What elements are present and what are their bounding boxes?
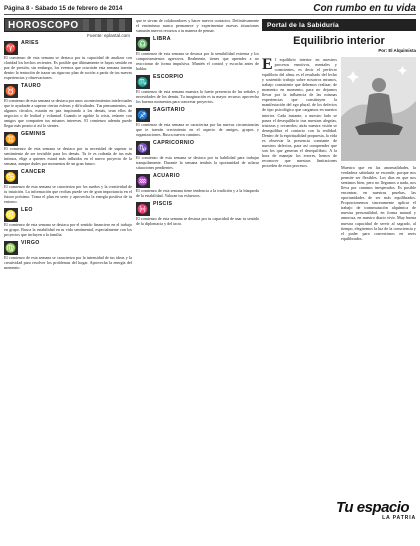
article-body bbox=[262, 57, 416, 241]
sign-text: El comienzo de esta semana se destaca por tu habilidad para trabajar tranquilamente. Durante la semana tendrás la oportunidad de aclarar situaciones pendientes. bbox=[136, 155, 259, 170]
meditation-illustration bbox=[341, 57, 416, 161]
horoscope-sign bbox=[136, 201, 259, 226]
sign-header bbox=[136, 36, 259, 51]
pisces-icon: ♓ bbox=[137, 204, 149, 214]
illustration-art bbox=[341, 57, 416, 161]
sign-header bbox=[136, 140, 259, 155]
sign-text: El comienzo de esta semana se caracteriza por las nuevas circunstancias que te traerán crecimiento en el aspecto de amigos, grupos y organizaciones. Busca nuevos caminos. bbox=[136, 122, 259, 137]
taurus-icon: ♉ bbox=[5, 86, 17, 96]
sign-header bbox=[4, 240, 132, 255]
page-label: Página 8 - Sábado 15 de febrero de 2014 bbox=[4, 4, 123, 12]
sign-header bbox=[4, 131, 132, 146]
sign-text: El comienzo de esta semana se destaca por unos acontecimientos intelectuales que te ayudarán a superar ciertas esferas y dificultades. Tus pensamientos, un algunos círculos, estarán en paz inspirando a los demás, sean ellos de negocios o de lealtad y voluntad. Cuando te agobie la crisis, reúnete con amigos que comparten tus mismos intereses. El comienzo además puede llegar más pronto si así lo sientes. bbox=[4, 98, 132, 128]
horoscope-title: HOROSCOPO bbox=[8, 19, 79, 31]
sign-name: ARIES bbox=[21, 40, 39, 46]
horoscope-source: Fuente: eplantal.com bbox=[87, 33, 130, 38]
capricorn-icon: ♑ bbox=[137, 143, 149, 153]
sign-header bbox=[4, 40, 132, 55]
section-title: Con rumbo en tu vida bbox=[313, 2, 416, 14]
sign-text: El comienzo de esta semana muestra la fuerte presencia de las señales y necesidades de los demás. Tu imaginación es tu mayor recurso; aprovecha los buenos momentos para concretar proyectos. bbox=[136, 89, 259, 104]
horoscope-sign bbox=[4, 83, 132, 128]
sign-name: ACUARIO bbox=[153, 173, 181, 179]
article-author: Por: El Alquimista bbox=[378, 48, 416, 53]
sign-text: El comienzo de esta semana se destaca por tu capacidad de analizar con claridad los hechos recientes. Es posible que últimamente te hayas sentido en paz de presión, sin embargo, los eventos que ocurrirán esta semana traerán dentro la tentación de trazar un riguroso plan de acción a partir de tus nuevas experiencias y observaciones. bbox=[4, 55, 132, 80]
horoscope-sign bbox=[136, 74, 259, 104]
horoscope-sign bbox=[4, 131, 132, 166]
horoscope-sign bbox=[4, 40, 132, 80]
cancer-icon: ♋ bbox=[5, 172, 17, 182]
leo-icon: ♌ bbox=[5, 210, 17, 220]
continued-text: que te sirvan de colaboradores y hacer nuevos contactos. Definitivamente el ensimismo nunca permanece y experimentar nuevas situaciones sumarán nuevos recursos a tu manera de pensar. bbox=[136, 18, 259, 33]
sign-text: El comienzo de esta semana se caracteriza por los sueños y la creatividad de tu intuición. La información que recibas puede ser de gran importancia en el futuro próximo. Toma el plan en serio y aprovecha la energía positiva de tu entorno. bbox=[4, 184, 132, 204]
page-header bbox=[4, 2, 416, 14]
sign-header bbox=[4, 169, 132, 184]
sign-text: El comienzo de esta semana se caracteriza por la intensidad de tus ideas y la creatividad para resolver los problemas del hogar. Aprovecha la energía del momento. bbox=[4, 255, 132, 270]
sign-text: El comienzo de esta semana se destaca por el sentido financiero en el trabajo en grupo. Busca la estabilidad en tu vida sentimental, especialmente con los proyectos que incluyen a la familia. bbox=[4, 222, 132, 237]
horoscope-sign bbox=[4, 169, 132, 204]
horoscope-sign bbox=[4, 207, 132, 237]
header-rule bbox=[4, 14, 416, 15]
article-section: Portal de la Sabiduría bbox=[267, 21, 339, 29]
sign-header bbox=[136, 173, 259, 188]
sign-header bbox=[4, 83, 132, 98]
sign-name: PISCIS bbox=[153, 201, 173, 207]
article-column bbox=[262, 18, 416, 544]
gemini-icon: ♊ bbox=[5, 134, 17, 144]
scorpio-icon: ♏ bbox=[137, 77, 149, 87]
publication-logo bbox=[336, 499, 416, 543]
sign-name: CANCER bbox=[21, 169, 46, 175]
sign-text: El comienzo de esta semana se destaca por tu necesidad de superar tu sentimiento de ser invisible para los demás. Tu fe es rodeada de tus más íntimos, elige a quienes estará más influidos en el nuevo proyecto de la semana, aunque dudes por momentos de un gran futuro. bbox=[4, 146, 132, 166]
sign-name: LIBRA bbox=[153, 36, 171, 42]
sign-text: El comienzo de esta semana se destaca por la sensibilidad extrema y los comportamientos agresivos. Realmente, tienes que aprender a no reaccionar de forma impulsiva. Mantén el control y escucha antes de hablar. bbox=[136, 51, 259, 71]
article-title: Equilibrio interior bbox=[293, 35, 385, 47]
horoscope-sign bbox=[136, 107, 259, 137]
sign-name: SAGITARIO bbox=[153, 107, 186, 113]
logo-name: Tu espacio bbox=[336, 499, 410, 516]
article-col-2 bbox=[341, 57, 416, 241]
sign-header bbox=[136, 107, 259, 122]
sign-header bbox=[4, 207, 132, 222]
horoscope-sign bbox=[136, 173, 259, 198]
sign-name: TAURO bbox=[21, 83, 42, 89]
sign-text: El comienzo de esta semana se destaca por tu capacidad de usar tu sentido de la diplomacia y del tacto. bbox=[136, 216, 259, 226]
libra-icon: ♎ bbox=[137, 39, 149, 49]
horoscope-sign bbox=[136, 36, 259, 71]
sign-header bbox=[136, 201, 259, 216]
drop-cap: E bbox=[262, 56, 273, 73]
virgo-icon: ♍ bbox=[5, 243, 17, 253]
sign-text: El comienzo de esta semana tiene tendencia a la tradición y a la búsqueda de la estabilidad. Valoran tus esfuerzos. bbox=[136, 188, 259, 198]
sign-name: CAPRICORNIO bbox=[153, 140, 195, 146]
article-paragraph-1: l equilibrio interior en nuestros procesos emotivos, mentales y conscientes, es decir el perfecto equilibrio del alma, es el resultado del lecho y sostenido trabajo sobre nosotros mismos, trabajo consistente que debemos realizar, de momento en momento, para no dejarnos llevar por la influencia de las mismas experiencias que constituyen la manifestación del ego plural, de los defectos de tipo psicológico que cargamos en nuestro interior. Cada instante, a nuestro lado se pasea el desequilibrio tras nuestras alegrías, tristezas y recuerdos; atrás nuestra visión se desequilibra el contacto con la realidad. Dentro de la espiritualidad propuesta, la vida es observar la presencia constante de nuestros defectos, para así comprender que son los que generan el desequilibrio. A la hora de manejar los errores, hemos de reconocer que nuestras limitaciones proceden de estos procesos. bbox=[262, 57, 337, 168]
article-text-2: Muestra que en las anormalidades, la verdadera sabiduría se esconde, porque nos permite ser flexibles. Los días en que nos sentimos bien, pero no llegamos a nada, nos lleva por caminos inesperados. Es posible encontrar, en nuestras pruebas, las oportunidades de ser más equilibrados. Proporcionemos sinceramente aplicar el trabajo de transmutación alquímica de nuestra personalidad, en forma natural y amorosa, en nuestro diario vivir. Muy buena nuestra capacidad de servir al sagrado, al tiempo, elegiremos la luz de la consciencia y el poder para convertirnos en seres equilibrados. bbox=[341, 165, 416, 241]
aquarius-icon: ♒ bbox=[137, 176, 149, 186]
sagittarius-icon: ♐ bbox=[137, 110, 149, 120]
horoscope-sign bbox=[136, 140, 259, 170]
horoscope-column-middle bbox=[136, 18, 259, 544]
sign-name: LEO bbox=[21, 207, 33, 213]
sign-header bbox=[136, 74, 259, 89]
sign-name: VIRGO bbox=[21, 240, 40, 246]
logo-sub: LA PATRIA bbox=[382, 515, 416, 521]
sign-name: GEMINIS bbox=[21, 131, 46, 137]
horoscope-banner bbox=[4, 18, 132, 32]
horoscope-column-left bbox=[4, 18, 132, 544]
sign-name: ESCORPIO bbox=[153, 74, 184, 80]
starfield-decoration bbox=[83, 19, 131, 31]
aries-icon: ♈ bbox=[5, 43, 17, 53]
article-banner bbox=[262, 19, 416, 31]
article-text-1 bbox=[262, 57, 337, 168]
article-col-1 bbox=[262, 57, 337, 241]
horoscope-sign bbox=[4, 240, 132, 270]
